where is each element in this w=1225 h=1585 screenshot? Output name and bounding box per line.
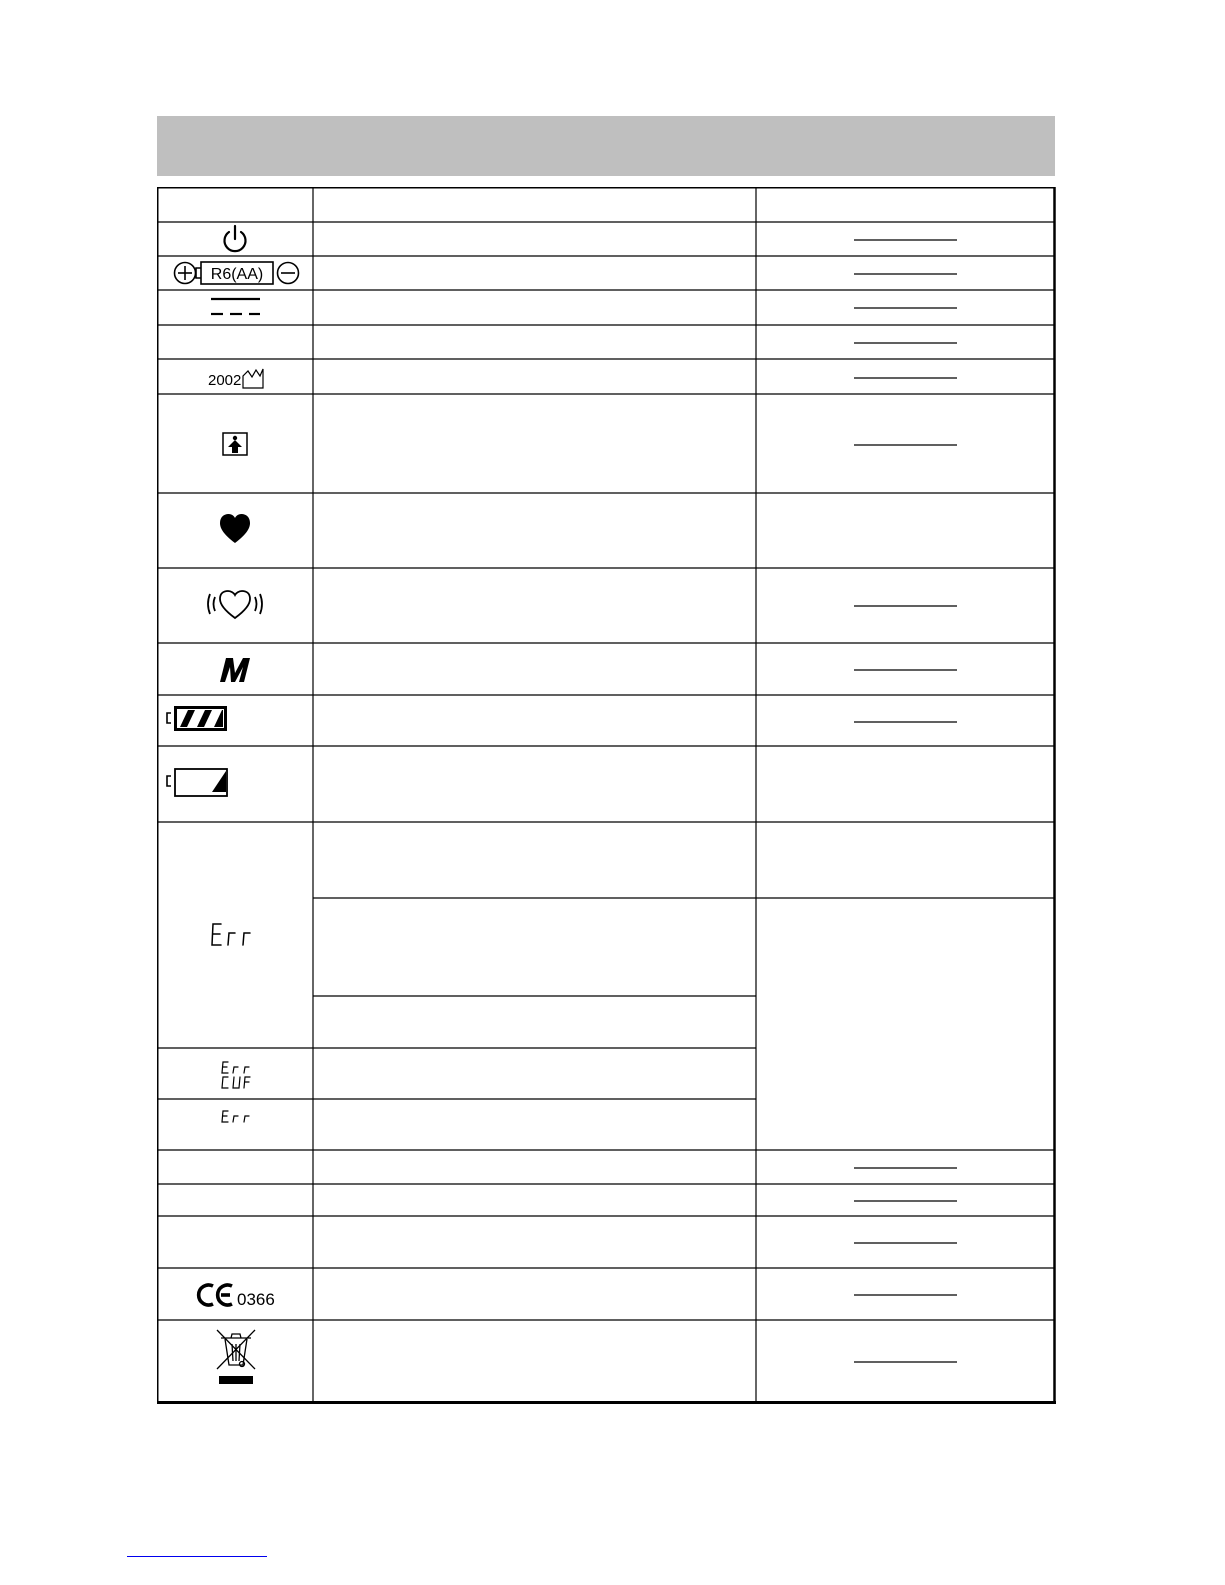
err-code-label: Err <box>235 962 237 963</box>
ce-notified-body-number: 0366 <box>237 1290 275 1309</box>
direct-current-icon <box>211 299 260 314</box>
err-cuf-display-icon <box>222 1062 250 1088</box>
column-dividers <box>313 187 756 1403</box>
header-banner <box>157 116 1055 176</box>
footer-link-underline <box>127 1556 267 1557</box>
type-bf-applied-part-icon <box>223 433 247 455</box>
memory-m-icon <box>220 658 250 682</box>
power-icon <box>225 226 246 251</box>
irregular-heartbeat-icon <box>208 591 262 618</box>
row-dividers <box>157 222 1055 1320</box>
battery-type-label: R6(AA) <box>210 266 264 283</box>
err-small-display-icon <box>222 1111 249 1122</box>
placeholder-underlines <box>854 240 957 1362</box>
battery-full-icon <box>167 706 227 731</box>
err-display-icon <box>212 924 250 945</box>
table-border <box>158 188 1055 1403</box>
cuf-code-label: CUF <box>235 1097 238 1098</box>
weee-crossed-bin-icon <box>217 1330 255 1369</box>
ce-mark-icon <box>199 1285 232 1305</box>
heart-icon <box>220 514 250 543</box>
battery-low-icon <box>167 769 227 796</box>
weee-bar <box>219 1376 253 1384</box>
symbols-table <box>157 187 1056 1404</box>
manufacture-year: 2002 <box>208 372 242 389</box>
date-of-manufacture-icon <box>243 369 263 388</box>
